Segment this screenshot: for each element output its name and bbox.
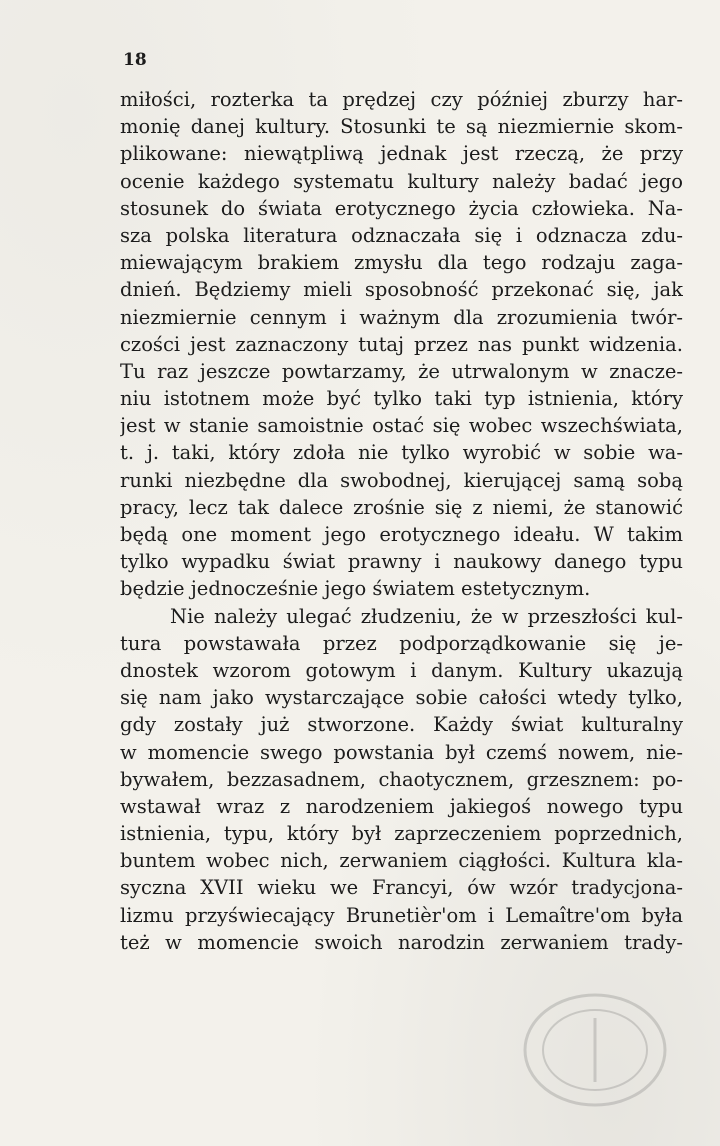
text-line: istnienia, typu, który był zaprzeczeniem poprzednich,: [120, 822, 683, 846]
paragraph-2: [120, 603, 683, 956]
text-line: dnień. Będziemy mieli sposobność przekonać się, jak: [120, 278, 683, 302]
text-line: będą one moment jego erotycznego ideału. W takim: [120, 523, 683, 546]
text-line: Nie należy ulegać złudzeniu, że w przeszłości kul-: [170, 604, 683, 628]
text-line: sza polska literatura odznaczała się i odznacza zdu-: [120, 223, 683, 247]
text-line: monię danej kultury. Stosunki te są niezmiernie skom-: [120, 115, 683, 139]
text-line: jest w stanie samoistnie ostać się wobec wszechświata,: [120, 414, 683, 438]
page-number: 18: [123, 50, 147, 70]
text-line: gdy zostały już stworzone. Każdy świat kulturalny: [120, 713, 683, 737]
text-line: Tu raz jeszcze powtarzamy, że utrwalonym w znacze-: [120, 359, 683, 383]
text-line: będzie jednocześnie jego światem estetycznym.: [120, 577, 591, 601]
text-line: miewającym brakiem zmysłu dla tego rodzaju zaga-: [120, 251, 683, 275]
text-line: stosunek do świata erotycznego życia człowieka. Na-: [120, 196, 683, 220]
text-line: też w momencie swoich narodzin zerwaniem trady-: [120, 930, 683, 954]
text-line: wstawał wraz z narodzeniem jakiegoś nowego typu: [120, 794, 683, 818]
text-line: niezmiernie cennym i ważnym dla zrozumienia twór-: [120, 305, 683, 329]
body-text: [120, 86, 683, 956]
text-line: syczna XVII wieku we Francyi, ów wzór tradycjona-: [120, 876, 683, 900]
text-line: lizmu przyświecający Brunetièr'om i Lemaître'om była: [120, 903, 683, 927]
text-line: dnostek wzorom gotowym i danym. Kultury ukazują: [120, 658, 683, 682]
text-line: w momencie swego powstania był czemś nowem, nie-: [120, 740, 683, 764]
paragraph-1: [120, 86, 683, 603]
text-line: się nam jako wystarczające sobie całości wtedy tylko,: [120, 686, 683, 710]
text-line: niu istotnem może być tylko taki typ istnienia, który: [120, 387, 683, 411]
text-line: buntem wobec nich, zerwaniem ciągłości. Kultura kla-: [120, 849, 683, 873]
text-line: t. j. taki, który zdoła nie tylko wyrobić w sobie wa-: [120, 441, 683, 465]
text-line: tura powstawała przez podporządkowanie się je-: [120, 631, 683, 655]
text-line: bywałem, bezzasadnem, chaotycznem, grzesznem: po-: [120, 767, 683, 791]
text-line: czości jest zaznaczony tutaj przez nas punkt widzenia.: [120, 332, 683, 356]
library-stamp-icon: [500, 980, 670, 1110]
text-line: ocenie każdego systematu kultury należy badać jego: [120, 169, 683, 193]
text-line: miłości, rozterka ta prędzej czy później zburzy har-: [120, 88, 683, 111]
text-line: plikowane: niewątpliwą jednak jest rzeczą, że przy: [120, 142, 683, 166]
text-line: runki niezbędne dla swobodnej, kierującej samą sobą: [120, 468, 683, 492]
text-line: tylko wypadku świat prawny i naukowy danego typu: [120, 550, 683, 574]
text-line: pracy, lecz tak dalece zrośnie się z niemi, że stanowić: [120, 495, 683, 519]
